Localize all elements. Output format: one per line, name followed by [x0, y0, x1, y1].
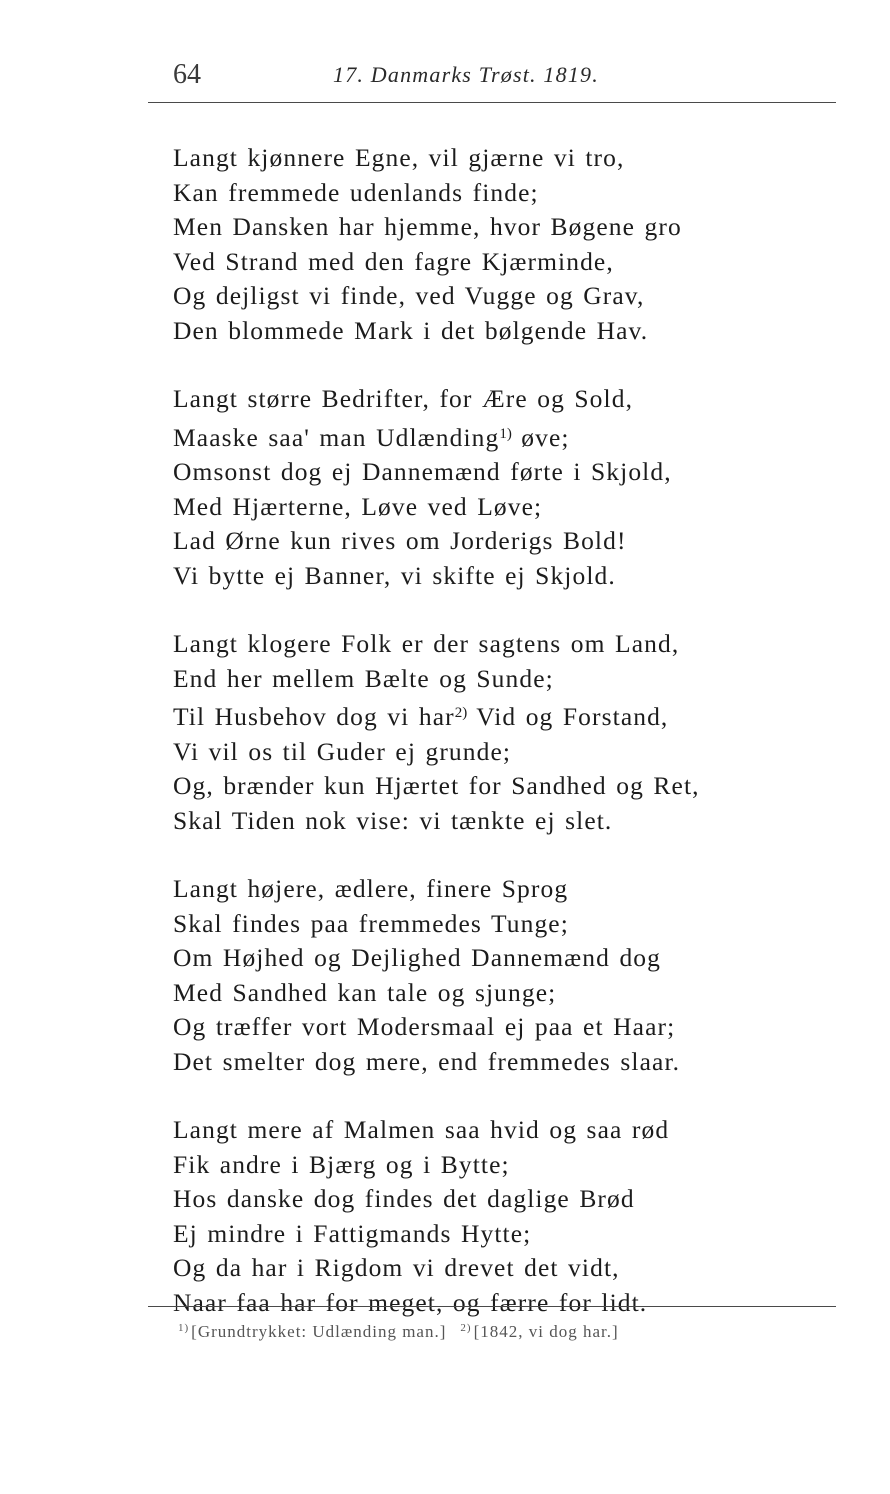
- footnotes: [178, 1316, 619, 1344]
- verse-line: Langt større Bedrifter, for Ære og Sold,: [173, 384, 634, 413]
- verse-line: Den blommede Mark i det bølgende Hav.: [173, 315, 649, 345]
- verse-line: Hos danske dog findes det daglige Brød: [173, 1184, 635, 1213]
- footnote-rule: [148, 1306, 836, 1307]
- verse-line: Og træffer vort Modersmaal ej paa et Haar;: [173, 1012, 676, 1041]
- footnote-1: [178, 1322, 446, 1341]
- header-rule: [148, 102, 836, 103]
- verse-line-with-footnote: [173, 417, 853, 456]
- page-number: 64: [173, 59, 201, 90]
- verse-line: Og, brænder kun Hjærtet for Sandhed og Ret,: [173, 771, 700, 800]
- stanza-5: [173, 1113, 853, 1320]
- verse-line: Fik andre i Bjærg og i Bytte;: [173, 1149, 510, 1179]
- footnote-text: [1842, vi dog har.]: [473, 1322, 619, 1341]
- verse-line: Langt højere, ædlere, finere Sprog: [173, 874, 569, 903]
- verse-line: Vi vil os til Guder ej grunde;: [173, 736, 512, 766]
- footnote-marker: 1): [178, 1322, 190, 1334]
- verse-line: Skal Tiden nok vise: vi tænkte ej slet.: [173, 805, 613, 835]
- footnote-marker: 2): [454, 705, 468, 721]
- verse-line: Og da har i Rigdom vi drevet det vidt,: [173, 1253, 620, 1282]
- verse-line: Og dejligst vi finde, ved Vugge og Grav,: [173, 281, 645, 310]
- footnote-2: [460, 1322, 618, 1341]
- verse-line: Omsonst dog ej Dannemænd førte i Skjold,: [173, 457, 672, 486]
- verse-line: Ved Strand med den fagre Kjærminde,: [173, 246, 614, 276]
- verse-text: Maaske saa' man Udlænding: [173, 422, 500, 452]
- stanza-4: [173, 872, 853, 1079]
- stanza-3: [173, 627, 853, 838]
- verse-text-tail: øve;: [511, 422, 570, 452]
- stanza-1: [173, 141, 853, 348]
- stanza-2: [173, 382, 853, 593]
- footnote-marker: 2): [460, 1322, 472, 1334]
- verse-text-tail: Vid og Forstand,: [467, 702, 669, 731]
- footnote-text: [Grundtrykket: Udlænding man.]: [191, 1322, 447, 1341]
- verse-line: Med Hjærterne, Løve ved Løve;: [173, 491, 543, 521]
- verse-text: Til Husbehov dog vi har: [173, 702, 455, 731]
- footnote-marker: 1): [499, 425, 512, 442]
- verse-line: Langt kjønnere Egne, vil gjærne vi tro,: [173, 143, 625, 172]
- verse-line: End her mellem Bælte og Sunde;: [173, 663, 554, 693]
- verse-line: Om Højhed og Dejlighed Dannemænd dog: [173, 943, 661, 972]
- verse-line: Det smelter dog mere, end fremmedes slaar.: [173, 1046, 681, 1076]
- verse-line: Lad Ørne kun rives om Jorderigs Bold!: [173, 526, 627, 555]
- verse-line: Vi bytte ej Banner, vi skifte ej Skjold.: [173, 560, 616, 590]
- verse-line: Langt mere af Malmen saa hvid og saa rød: [173, 1115, 670, 1144]
- page-header: [0, 58, 890, 98]
- verse-line: Langt klogere Folk er der sagtens om Land,: [173, 629, 680, 658]
- verse-line: Naar faa har for meget, og færre for lidt.: [173, 1287, 648, 1317]
- poem: [173, 141, 853, 1354]
- running-title: 17. Danmarks Trøst. 1819.: [333, 62, 599, 87]
- verse-line: Men Dansken har hjemme, hvor Bøgene gro: [173, 212, 682, 241]
- verse-line: Kan fremmede udenlands finde;: [173, 177, 539, 207]
- verse-line: Ej mindre i Fattigmands Hytte;: [173, 1218, 532, 1248]
- verse-line: Med Sandhed kan tale og sjunge;: [173, 977, 557, 1007]
- verse-line-with-footnote: [173, 696, 853, 735]
- verse-line: Skal findes paa fremmedes Tunge;: [173, 908, 569, 938]
